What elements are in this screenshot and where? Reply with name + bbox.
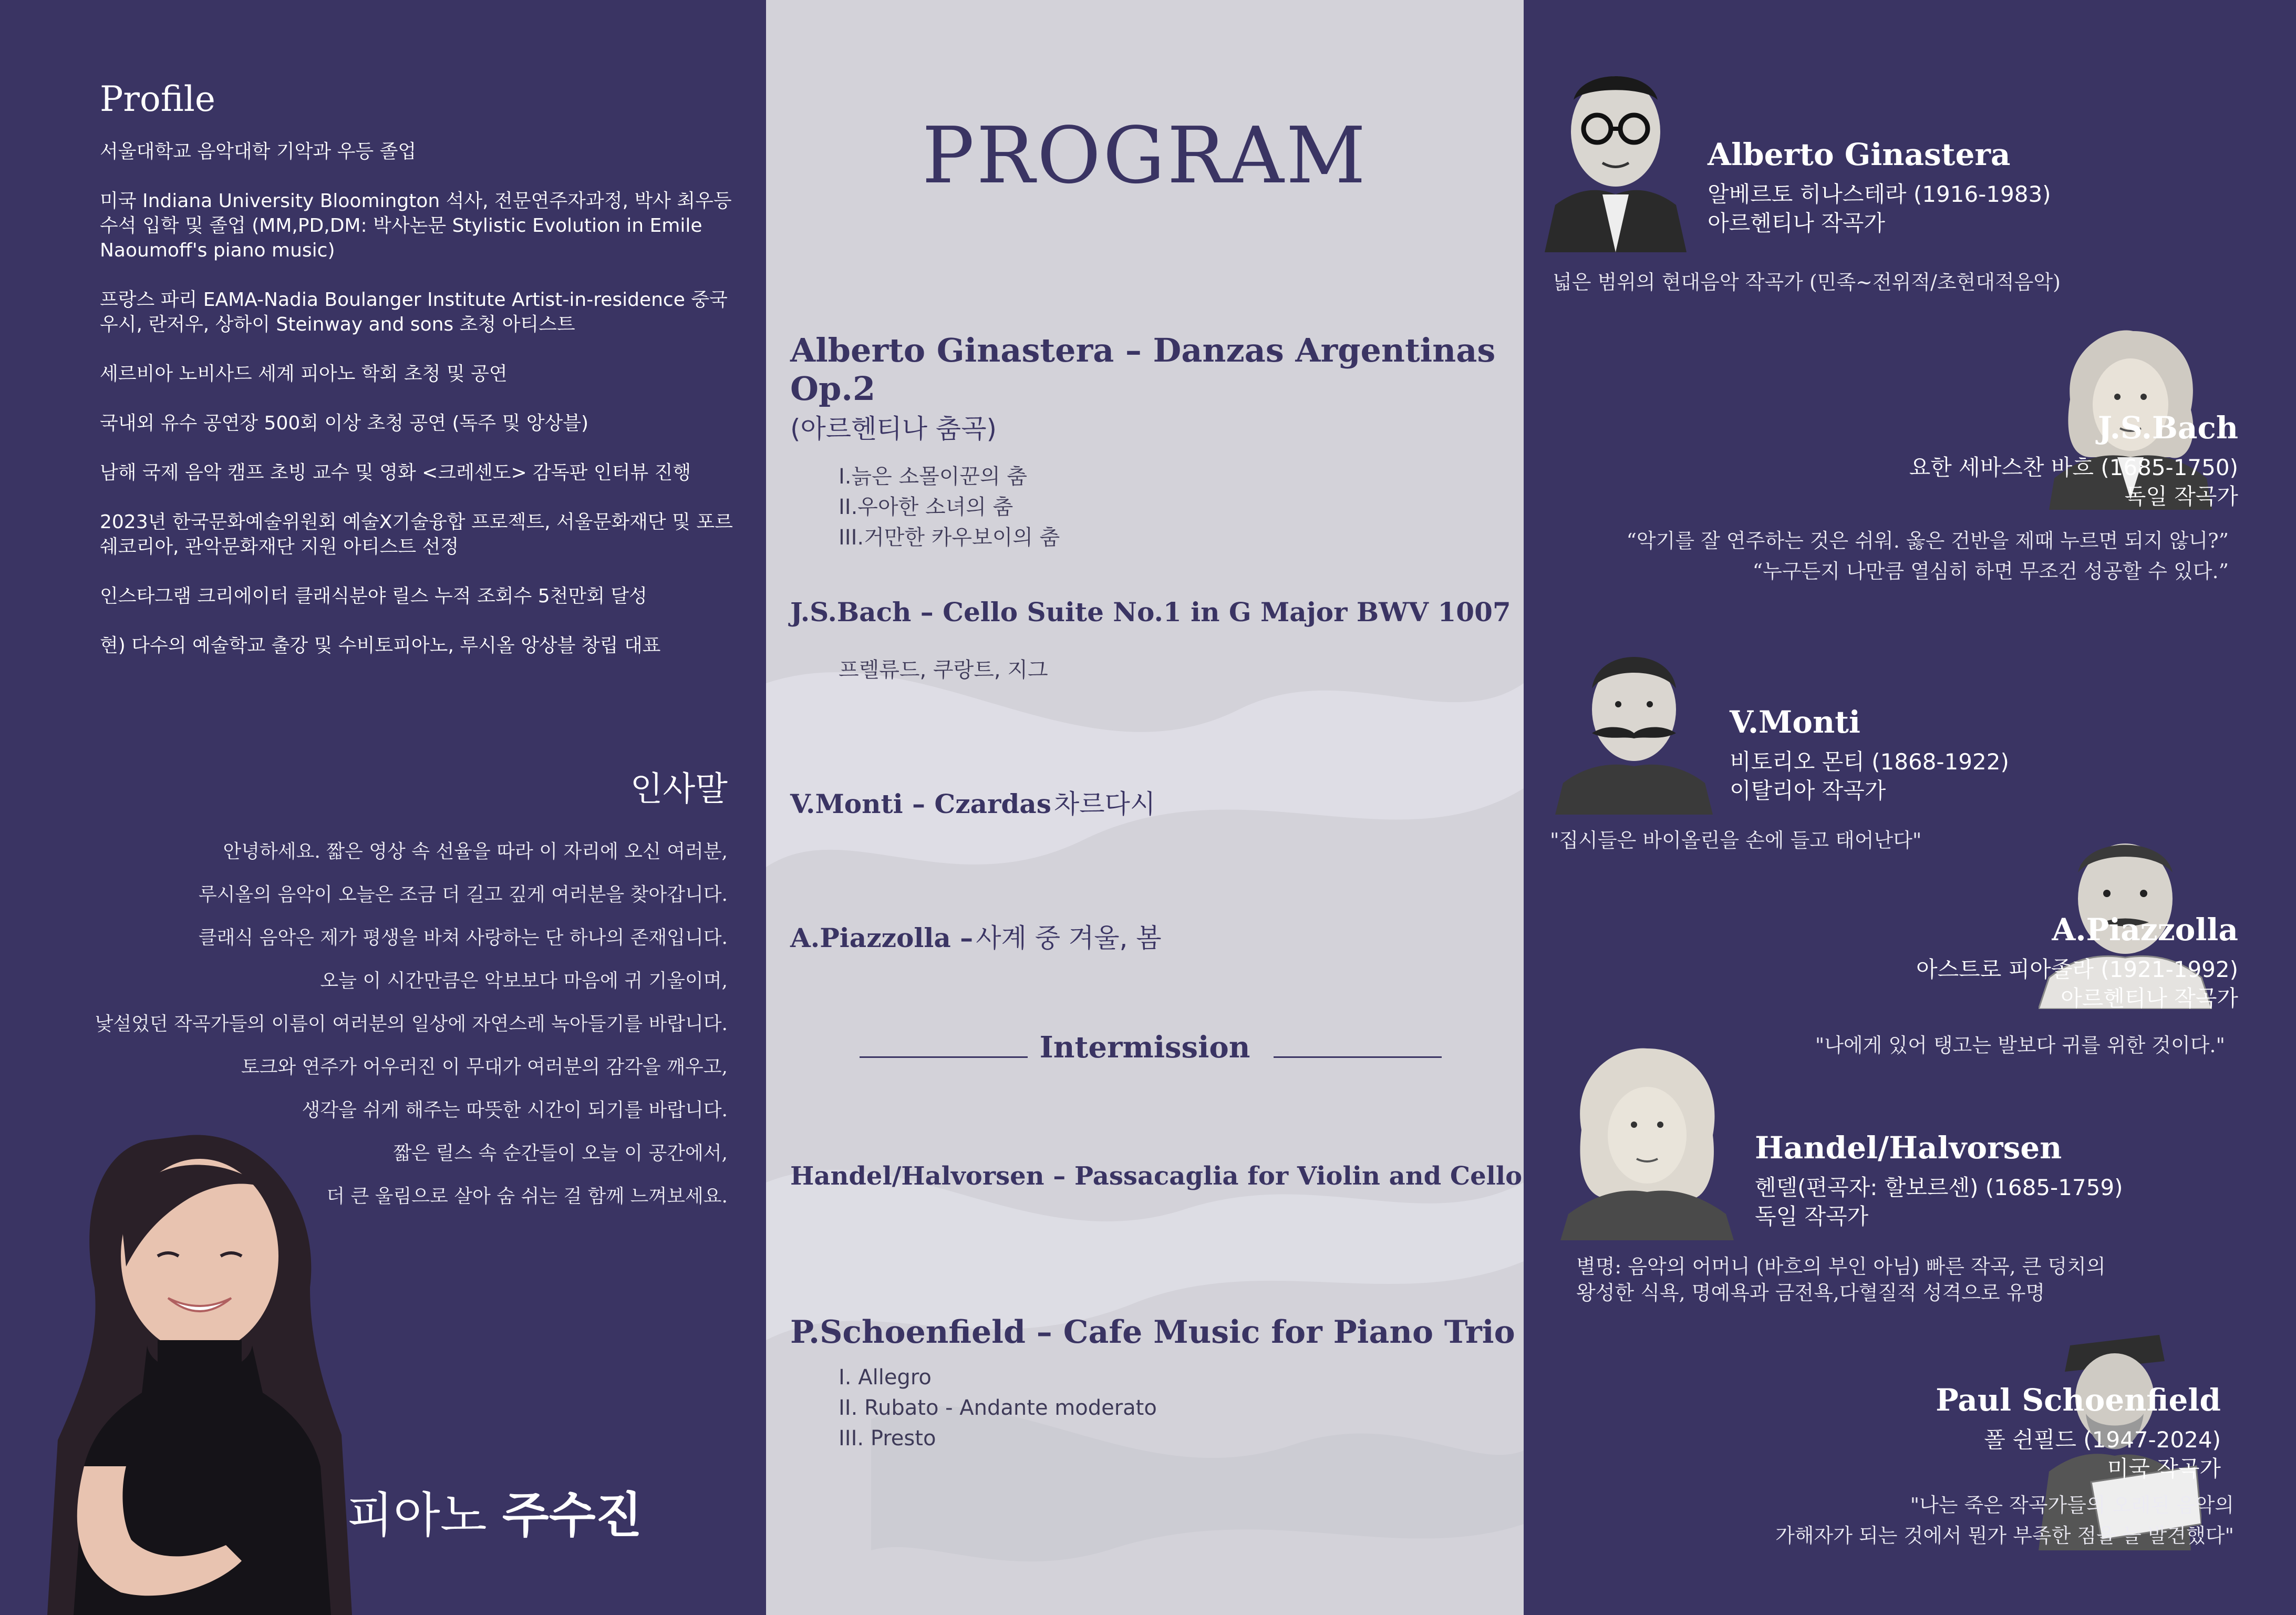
piece-title: Alberto Ginastera – Danzas Argentinas Op.2 xyxy=(790,331,1496,408)
piece-title: V.Monti – Czardas xyxy=(790,788,1051,819)
composer-quote xyxy=(1626,526,2229,587)
profile-item: 미국 Indiana University Bloomington 석사, 전문연주자과정, 박사 최우등 수석 입학 및 졸업 (MM,PD,DM: 박사논문 Stylistic Evolution in Emile Naoumoff's piano music) xyxy=(100,190,732,261)
program-piece xyxy=(790,1161,1522,1191)
profile-item: 서울대학교 음악대학 기악과 우등 졸업 xyxy=(100,141,417,162)
composer-quote xyxy=(1576,1253,2106,1306)
handel-photo xyxy=(1560,1046,1734,1240)
composer-name: Paul Schoenfield xyxy=(1936,1382,2221,1418)
composer-card xyxy=(1916,912,2238,1013)
composer-card xyxy=(1755,1130,2123,1231)
ginastera-photo xyxy=(1545,63,1687,252)
performer-name: 주수진 xyxy=(502,1487,643,1544)
composer-quote xyxy=(1775,1490,2234,1551)
profile-title: Profile xyxy=(100,79,215,119)
movement-list xyxy=(790,655,1511,685)
intermission-line-right xyxy=(1274,1056,1442,1058)
program-piece xyxy=(790,331,1524,553)
greeting-line: 생각을 쉬게 해주는 따뜻한 시간이 되기를 바랍니다. xyxy=(302,1099,728,1121)
composer-nationality: 독일 작곡가 xyxy=(1755,1203,1869,1229)
composer-name: Handel/Halvorsen xyxy=(1755,1130,2062,1166)
profile-item: 현) 다수의 예술학교 출강 및 수비토피아노, 루시올 앙상블 창립 대표 xyxy=(100,635,661,656)
profile-item: 인스타그램 크리에이터 클래식분야 릴스 누적 조회수 5천만회 달성 xyxy=(100,585,647,607)
movement-item: III. Presto xyxy=(839,1426,936,1451)
left-panel xyxy=(0,0,766,1615)
composer-nationality: 독일 작곡가 xyxy=(2124,484,2238,509)
quote-line: “악기를 잘 연주하는 것은 쉬워. 옳은 건반을 제때 누르면 되지 않니?” xyxy=(1626,529,2229,552)
quote-line: "집시들은 바이올린을 손에 들고 태어난다" xyxy=(1550,829,1922,852)
composer-quote xyxy=(1550,825,1921,856)
program-panel xyxy=(766,0,1524,1615)
program-piece xyxy=(790,1314,1515,1454)
composer-name: J.S.Bach xyxy=(2097,410,2238,446)
composer-card xyxy=(1730,704,2009,805)
profile-item: 국내외 유수 공연장 500회 이상 초청 공연 (독주 및 앙상블) xyxy=(100,413,589,434)
program-piece xyxy=(790,783,1155,821)
piece-title: P.Schoenfield – Cafe Music for Piano Trio xyxy=(790,1314,1515,1351)
quote-line: “누구든지 나만큼 열심히 하면 무조건 성공할 수 있다.” xyxy=(1752,560,2229,583)
profile-list xyxy=(100,139,746,683)
composer-korean: 요한 세바스찬 바흐 (1685-1750) xyxy=(1909,455,2238,480)
composer-name: V.Monti xyxy=(1730,704,1860,740)
composer-quote xyxy=(1553,267,2061,297)
greeting-line: 오늘 이 시간만큼은 악보보다 마음에 귀 기울이며, xyxy=(320,970,728,992)
program-piece xyxy=(790,917,1162,955)
composer-nationality: 아르헨티나 작곡가 xyxy=(1708,210,1885,236)
piece-subtitle: 사계 중 겨울, 봄 xyxy=(976,923,1162,953)
greeting-line: 토크와 연주가 어우러진 이 무대가 여러분의 감각을 깨우고, xyxy=(241,1056,728,1078)
composer-nationality: 아르헨티나 작곡가 xyxy=(2061,985,2238,1011)
composer-korean: 알베르토 히나스테라 (1916-1983) xyxy=(1708,181,2051,207)
program-piece xyxy=(790,596,1511,685)
profile-item: 2023년 한국문화예술위원회 예술X기술융합 프로젝트, 서울문화재단 및 포르쉐코리아, 관악문화재단 지원 아티스트 선정 xyxy=(100,511,733,558)
piece-title: Handel/Halvorsen – Passacaglia for Violin and Cello xyxy=(790,1161,1523,1191)
movement-item: II.우아한 소녀의 춤 xyxy=(839,495,1013,519)
composer-korean: 아스트로 피아졸라 (1921-1992) xyxy=(1916,956,2238,982)
composer-card xyxy=(1708,137,2051,238)
greeting-line: 클래식 음악은 제가 평생을 바쳐 사랑하는 단 하나의 존재입니다. xyxy=(198,927,728,949)
quote-line: 가해자가 되는 것에서 뭔가 부족한 점을 늘 발견했다" xyxy=(1775,1524,2234,1547)
quote-line: "나에게 있어 탱고는 발보다 귀를 위한 것이다." xyxy=(1815,1034,2225,1057)
movement-list xyxy=(790,1362,1515,1454)
composer-nationality: 이탈리아 작곡가 xyxy=(1730,778,1886,804)
composer-nationality: 미국 작곡가 xyxy=(2107,1456,2221,1482)
profile-item: 프랑스 파리 EAMA-Nadia Boulanger Institute Artist-in-residence 중국 우시, 란저우, 상하이 Steinway and sons 초청 아티스트 xyxy=(100,289,728,335)
performer-instrument: 피아노 xyxy=(347,1487,487,1544)
movement-item: I.늙은 소몰이꾼의 춤 xyxy=(839,465,1028,489)
profile-item: 세르비아 노비사드 세계 피아노 학회 초청 및 공연 xyxy=(100,363,508,385)
composer-korean: 비토리오 몬티 (1868-1922) xyxy=(1730,749,2009,775)
performer-name-block xyxy=(347,1477,643,1546)
movement-item: 프렐류드, 쿠랑트, 지그 xyxy=(839,658,1048,682)
greeting-title: 인사말 xyxy=(630,770,728,809)
quote-line: 넓은 범위의 현대음악 작곡가 (민족~전위적/초현대적음악) xyxy=(1553,271,2061,294)
greeting-line: 안녕하세요. 짧은 영상 속 선율을 따라 이 자리에 오신 여러분, xyxy=(223,841,728,862)
composer-korean: 헨델(편곡자: 할보르센) (1685-1759) xyxy=(1755,1175,2123,1200)
greeting-line: 짧은 릴스 속 순간들이 오늘 이 공간에서, xyxy=(393,1143,728,1164)
movement-list xyxy=(790,461,1524,553)
monti-photo xyxy=(1555,636,1713,815)
composer-name: Alberto Ginastera xyxy=(1708,137,2011,172)
quote-line: "나는 죽은 작곡가들의 오래된 음악의 xyxy=(1910,1494,2234,1517)
profile-item: 남해 국제 음악 캠프 초빙 교수 및 영화 <크레센도> 감독판 인터뷰 진행 xyxy=(100,462,691,484)
greeting-line: 더 큰 울림으로 살아 숨 쉬는 걸 함께 느껴보세요. xyxy=(326,1186,728,1207)
quote-line: 별명: 음악의 어머니 (바흐의 부인 아님) 빠른 작곡, 큰 덩치의 xyxy=(1576,1255,2106,1278)
movement-item: II. Rubato - Andante moderato xyxy=(839,1396,1157,1420)
performer-portrait xyxy=(16,1098,363,1615)
piece-title: J.S.Bach – Cello Suite No.1 in G Major BWV 1007 xyxy=(790,596,1511,628)
intermission-label: Intermission xyxy=(1039,1030,1250,1065)
composers-panel xyxy=(1524,0,2296,1615)
composer-card xyxy=(1909,410,2238,511)
piece-title: A.Piazzolla – xyxy=(790,922,974,953)
program-title: PROGRAM xyxy=(922,110,1368,201)
composer-name: A.Piazzolla xyxy=(2052,912,2238,948)
greeting-line: 루시올의 음악이 오늘은 조금 더 길고 깊게 여러분을 찾아갑니다. xyxy=(198,884,728,906)
movement-item: III.거만한 카우보이의 춤 xyxy=(839,526,1060,550)
piece-subtitle: (아르헨티나 춤곡) xyxy=(790,414,997,444)
composer-korean: 폴 쉰필드 (1947-2024) xyxy=(1984,1427,2221,1453)
greeting-line: 낯설었던 작곡가들의 이름이 여러분의 일상에 자연스레 녹아들기를 바랍니다. xyxy=(95,1013,728,1035)
piece-subtitle: 차르다시 xyxy=(1053,789,1156,819)
quote-line: 왕성한 식욕, 명예욕과 금전욕,다혈질적 성격으로 유명 xyxy=(1576,1281,2045,1304)
composer-quote xyxy=(1815,1030,2225,1061)
composer-card xyxy=(1936,1382,2221,1483)
movement-item: I. Allegro xyxy=(839,1365,932,1390)
